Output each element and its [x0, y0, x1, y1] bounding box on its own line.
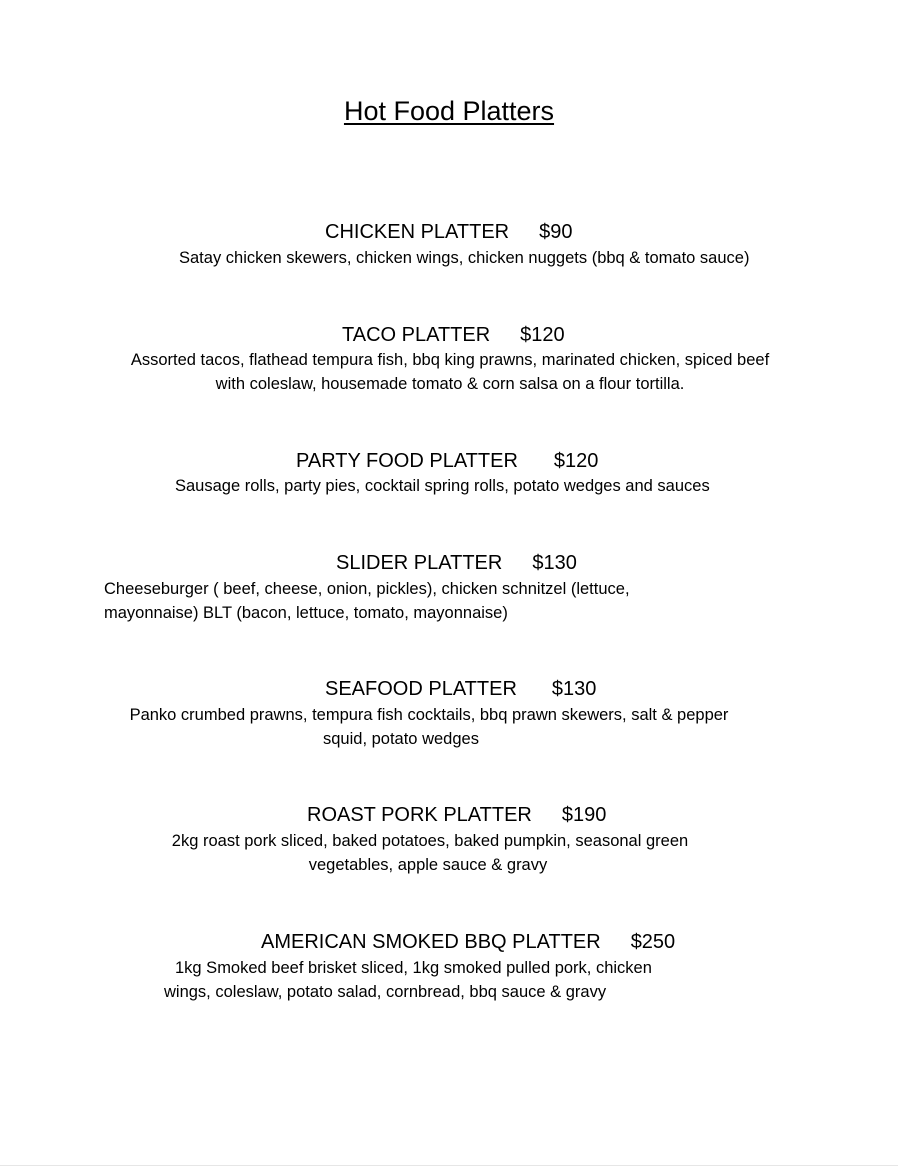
platter-price: $190: [561, 804, 607, 826]
platter-description-taco: [104, 348, 796, 396]
platter-heading-american-smoked-bbq: [261, 930, 675, 954]
platter-name: PARTY FOOD PLATTER: [296, 450, 518, 472]
platter-name: ROAST PORK PLATTER: [307, 804, 532, 826]
description-line: 2kg roast pork sliced, baked potatoes, baked pumpkin, seasonal green: [171, 832, 689, 850]
platter-price: $120: [553, 450, 599, 472]
description-line: Sausage rolls, party pies, cocktail spring rolls, potato wedges and sauces: [175, 477, 710, 495]
platter-heading-chicken: [325, 220, 572, 244]
platter-heading-seafood: [325, 677, 596, 701]
platter-description-slider: [104, 577, 630, 625]
platter-price: $90: [539, 221, 573, 243]
platter-name: CHICKEN PLATTER: [325, 221, 510, 243]
platter-description-chicken: [179, 246, 749, 270]
description-line: with coleslaw, housemade tomato & corn salsa on a flour tortilla.: [215, 375, 685, 393]
page-bottom-divider: [0, 1165, 898, 1166]
platter-description-party-food: [175, 474, 710, 498]
platter-price: $130: [551, 678, 597, 700]
platter-description-seafood: [104, 703, 754, 751]
description-line: vegetables, apple sauce & gravy: [308, 856, 548, 874]
description-line: Cheeseburger ( beef, cheese, onion, pickles), chicken schnitzel (lettuce,: [104, 580, 630, 598]
platter-name: TACO PLATTER: [342, 324, 491, 346]
platter-price: $130: [532, 552, 577, 574]
platter-heading-party-food: [296, 449, 598, 473]
platter-description-roast-pork: [150, 829, 710, 877]
page-title: Hot Food Platters: [343, 96, 555, 126]
description-line: squid, potato wedges: [323, 730, 479, 748]
platter-name: SLIDER PLATTER: [336, 552, 503, 574]
platter-description-american-smoked-bbq: [164, 956, 652, 1004]
platter-heading-slider: [336, 551, 577, 575]
description-line: Assorted tacos, flathead tempura fish, bbq king prawns, marinated chicken, spiced beef: [130, 351, 770, 369]
platter-price: $120: [520, 324, 565, 346]
platter-heading-taco: [342, 323, 565, 347]
description-line: 1kg Smoked beef brisket sliced, 1kg smoked pulled pork, chicken: [175, 959, 652, 977]
platter-name: AMERICAN SMOKED BBQ PLATTER: [261, 931, 601, 953]
description-line: Panko crumbed prawns, tempura fish cocktails, bbq prawn skewers, salt & pepper: [129, 706, 729, 724]
platter-name: SEAFOOD PLATTER: [325, 678, 517, 700]
platter-heading-roast-pork: [307, 803, 606, 827]
platter-price: $250: [630, 931, 676, 953]
description-line: wings, coleslaw, potato salad, cornbread, bbq sauce & gravy: [164, 983, 607, 1001]
description-line: mayonnaise) BLT (bacon, lettuce, tomato, mayonnaise): [104, 604, 508, 622]
description-line: Satay chicken skewers, chicken wings, chicken nuggets (bbq & tomato sauce): [179, 249, 750, 267]
